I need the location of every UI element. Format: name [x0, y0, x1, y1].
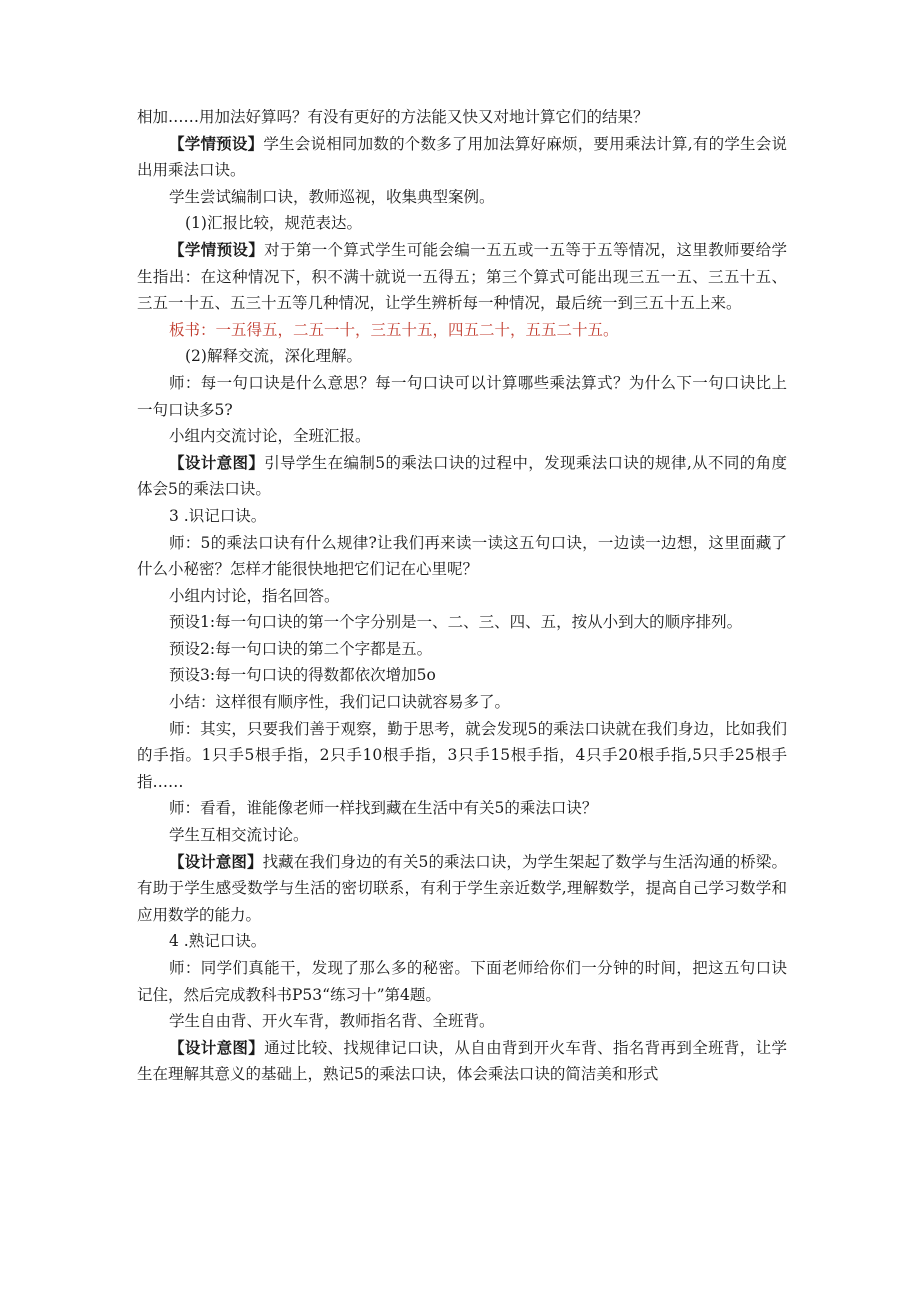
paragraph-design-intent-1	[137, 450, 787, 503]
paragraph-summary	[137, 689, 787, 716]
paragraph-teacher-find	[137, 795, 787, 822]
paragraph-group-discussion-2	[137, 583, 787, 610]
paragraph-section-3	[137, 503, 787, 530]
paragraph-text: 预设2:每一句口诀的第二个字都是五。	[169, 639, 433, 658]
paragraph-text: 通过比较、找规律记口诀，从自由背到开火车背、指名背再到全班背，让学生在理解其意义的基础上，熟记5的乘法口诀，体会乘法口诀的简洁美和形式	[137, 1038, 787, 1084]
paragraph-text: 师：5的乘法口诀有什么规律?让我们再来读一读这五句口诀，一边读一边想，这里面藏了什么小秘密？怎样才能很快地把它们记在心里呢？	[137, 533, 787, 579]
paragraph-text: 师：同学们真能干，发现了那么多的秘密。下面老师给你们一分钟的时间，把这五句口诀记住，然后完成教科书P53“练习十”第4题。	[137, 959, 787, 1004]
paragraph-design-intent-3	[137, 1035, 787, 1088]
tag-design-intent: 【设计意图】	[169, 851, 263, 871]
paragraph-text: 找藏在我们身边的有关5的乘法口诀，为学生架起了数学与生活沟通的桥梁。有助于学生感受数学与生活的密切联系，有利于学生亲近数学,理解数学，提高自己学习数学和应用数学的能力。	[137, 852, 787, 924]
section-heading: 3 .识记口诀。	[169, 506, 267, 525]
paragraph-intro-question	[137, 104, 787, 131]
paragraph-text: 学生会说相同加数的个数多了用加法算好麻烦，要用乘法计算,有的学生会说出用乘法口诀。	[137, 134, 787, 180]
paragraph-student-preset-2	[137, 237, 787, 317]
paragraph-recite	[137, 1008, 787, 1035]
paragraph-preset-2	[137, 636, 787, 663]
paragraph-text: 相加……用加法好算吗？有没有更好的方法能又快又对地计算它们的结果？	[137, 108, 649, 126]
paragraph-text: 小结：这样很有顺序性，我们记口诀就容易多了。	[169, 693, 511, 712]
paragraph-section-4	[137, 928, 787, 955]
paragraph-preset-1	[137, 609, 787, 636]
paragraph-step-2	[137, 343, 787, 370]
paragraph-text: (1)汇报比较，规范表达。	[185, 214, 362, 233]
paragraph-text: 引导学生在编制5的乘法口诀的过程中，发现乘法口诀的规律,从不同的角度体会5的乘法口诀。	[137, 453, 787, 499]
tag-design-intent: 【设计意图】	[169, 1037, 265, 1057]
paragraph-text: 学生互相交流讨论。	[169, 826, 309, 845]
paragraph-text: 小组内交流讨论，全班汇报。	[169, 427, 371, 446]
paragraph-text: 小组内讨论，指名回答。	[169, 586, 340, 605]
tag-student-preset: 【学情预设】	[169, 239, 265, 259]
paragraph-student-exchange	[137, 822, 787, 849]
document-page	[137, 104, 787, 1088]
board-writing-text: 板书：一五得五，二五一十，三五十五，四五二十，五五二十五。	[169, 320, 619, 339]
section-heading: 4 .熟记口诀。	[169, 932, 267, 951]
paragraph-text: 预设1:每一句口诀的第一个字分别是一、二、三、四、五，按从小到大的顺序排列。	[169, 613, 743, 632]
paragraph-text: 对于第一个算式学生可能会编一五五或一五等于五等情况，这里教师要给学生指出：在这种情况下，积不满十就说一五得五；第三个算式可能出现三五一五、三五十五、三五一十五、五三十五等几种情况，让学生辨析每一种情况，最后统一到三五十五上来。	[137, 240, 787, 313]
paragraph-text: 预设3:每一句口诀的得数都依次增加5o	[169, 666, 436, 685]
paragraph-student-preset-1	[137, 131, 787, 184]
paragraph-board-writing	[137, 317, 787, 344]
paragraph-preset-3	[137, 662, 787, 689]
paragraph-group-discussion-1	[137, 423, 787, 450]
paragraph-teacher-question-1	[137, 370, 787, 423]
paragraph-text: 师：看看，谁能像老师一样找到藏在生活中有关5的乘法口诀？	[169, 799, 598, 818]
paragraph-text: 师：其实，只要我们善于观察，勤于思考，就会发现5的乘法口诀就在我们身边，比如我们的手指。1只手5根手指，2只手10根手指，3只手15根手指，4只手20根手指,5只手25根手指……	[137, 719, 787, 791]
paragraph-text: 学生尝试编制口诀，教师巡视，收集典型案例。	[169, 187, 495, 206]
tag-student-preset: 【学情预设】	[169, 133, 264, 153]
paragraph-text: 师：每一句口诀是什么意思？每一句口诀可以计算哪些乘法算式？为什么下一句口诀比上一句口诀多5?	[137, 373, 787, 419]
paragraph-teacher-question-2	[137, 530, 787, 583]
paragraph-teacher-fingers	[137, 716, 787, 796]
paragraph-teacher-memorize	[137, 955, 787, 1008]
paragraph-text: 学生自由背、开火车背，教师指名背、全班背。	[169, 1012, 495, 1031]
paragraph-text: (2)解释交流，深化理解。	[185, 347, 362, 366]
tag-design-intent: 【设计意图】	[169, 452, 265, 472]
paragraph-design-intent-2	[137, 849, 787, 929]
paragraph-step-1	[137, 210, 787, 237]
paragraph-student-try	[137, 184, 787, 211]
